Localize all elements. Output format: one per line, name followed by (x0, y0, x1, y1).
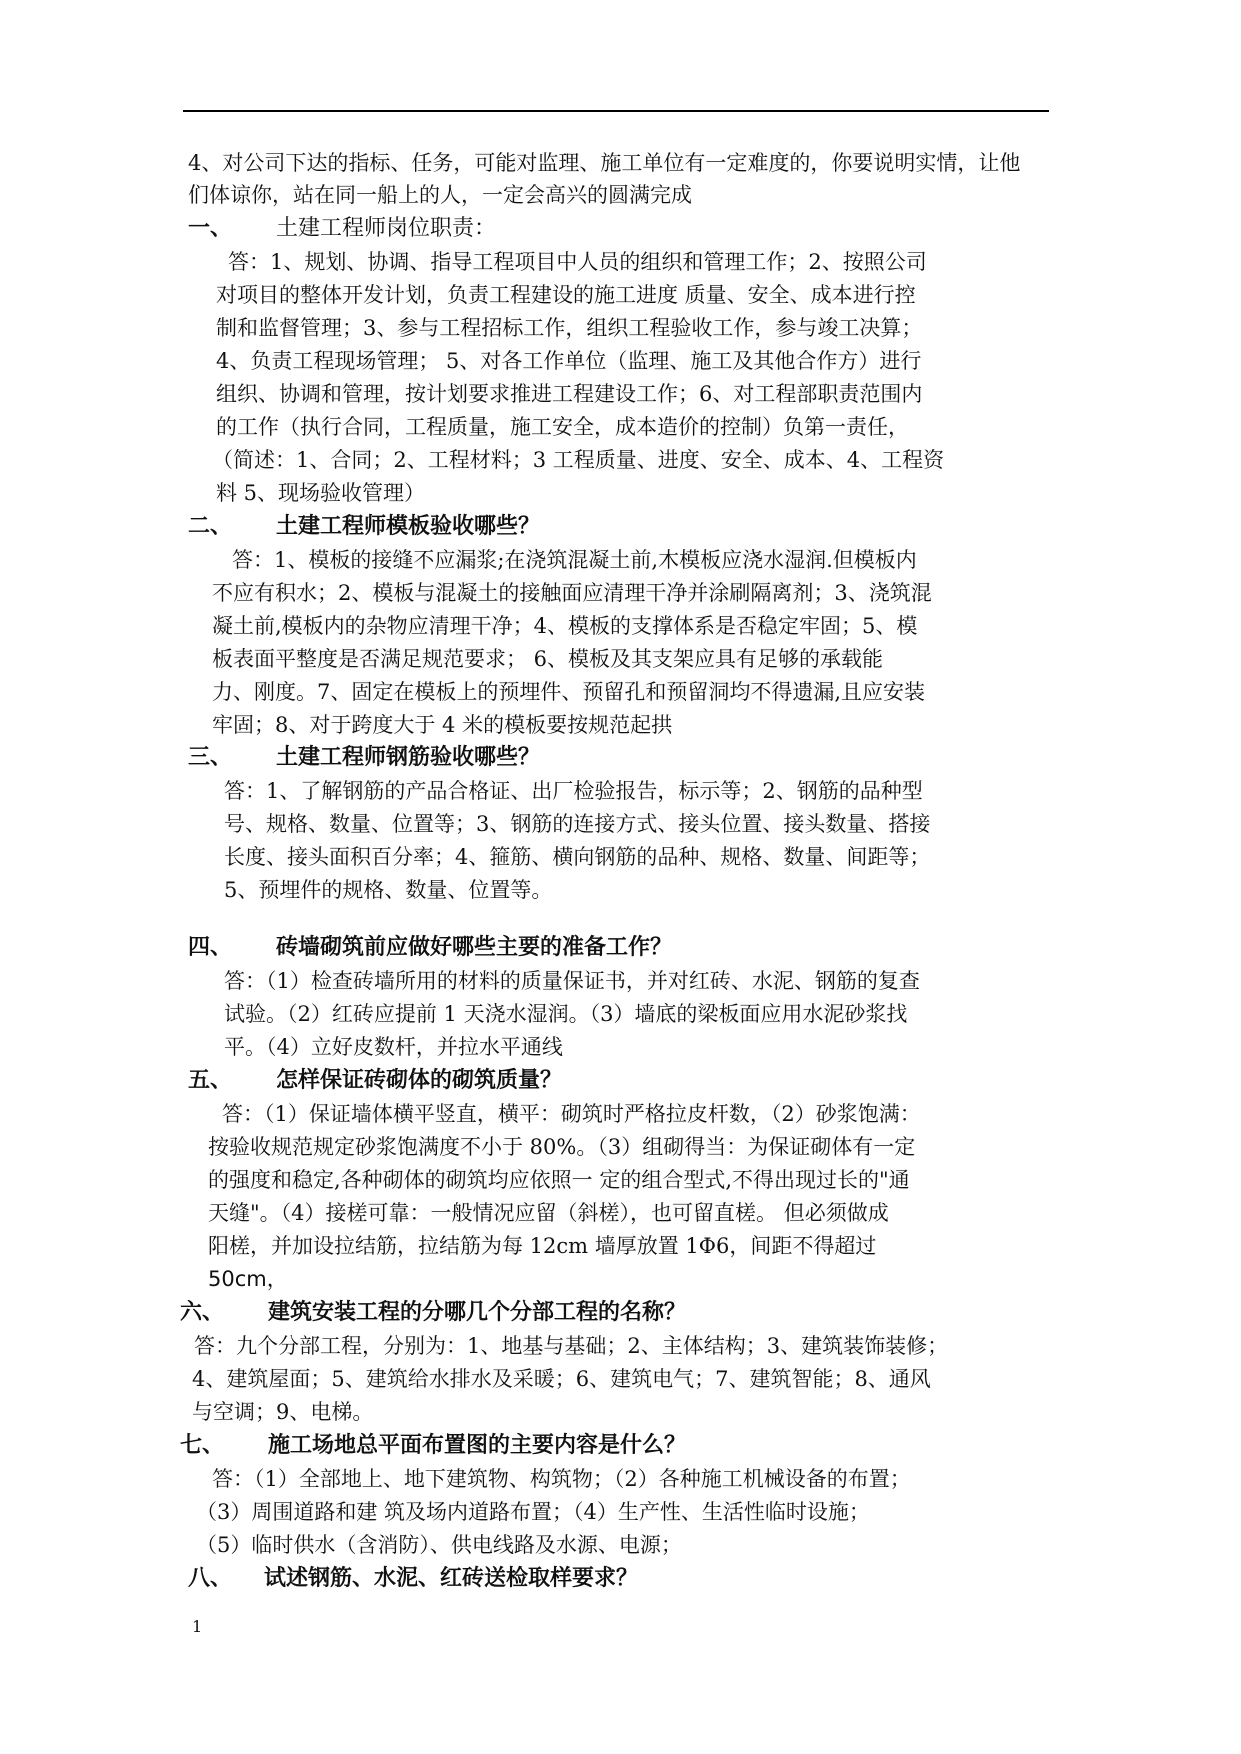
answer-line: 对项目的整体开发计划，负责工程建设的施工进度 质量、安全、成本进行控 (216, 283, 916, 307)
section-number: 一、 (188, 215, 233, 241)
answer-line: 答：（1）全部地上、地下建筑物、构筑物；（2）各种施工机械设备的布置； (212, 1467, 911, 1491)
section-number: 五、 (188, 1067, 233, 1093)
answer-line: 板表面平整度是否满足规范要求； 6、模板及其支架应具有足够的承载能 (212, 647, 884, 671)
section-heading (180, 1430, 686, 1460)
answer-line: 50cm， (208, 1267, 288, 1291)
answer-line: 天缝"。（4）接槎可靠：一般情况应留（斜槎），也可留直槎。 但必须做成 (208, 1201, 889, 1225)
answer-line: 答：九个分部工程，分别为：1、地基与基础；2、主体结构；3、建筑装饰装修； (194, 1334, 949, 1358)
section-title: 施工场地总平面布置图的主要内容是什么？ (268, 1432, 687, 1458)
section-number: 二、 (188, 513, 233, 539)
answer-line: 答：（1）检查砖墙所用的材料的质量保证书，并对红砖、水泥、钢筋的复查 (224, 969, 920, 993)
answer-line: 不应有积水；2、模板与混凝土的接触面应清理干净并涂刷隔离剂；3、浇筑混 (212, 581, 932, 605)
answer-line: 牢固；8、对于跨度大于 4 米的模板要按规范起拱 (212, 713, 673, 737)
answer-line: 平。（4）立好皮数杆，并拉水平通线 (224, 1035, 563, 1059)
answer-line: 料 5、现场验收管理） (216, 481, 426, 505)
answer-line: 答：1、模板的接缝不应漏浆;在浇筑混凝土前,木模板应浇水湿润.但模板内 (232, 548, 917, 572)
answer-line: 制和监督管理；3、参与工程招标工作，组织工程验收工作，参与竣工决算； (216, 316, 923, 340)
answer-line: 5、预埋件的规格、数量、位置等。 (224, 878, 553, 902)
answer-line: 答：1、规划、协调、指导工程项目中人员的组织和管理工作；2、按照公司 (228, 250, 927, 274)
section-number: 六、 (180, 1299, 225, 1325)
intro-line: 4、对公司下达的指标、任务，可能对监理、施工单位有一定难度的，你要说明实情，让他 (188, 151, 1021, 175)
answer-line: 试验。（2）红砖应提前 1 天浇水湿润。（3）墙底的梁板面应用水泥砂浆找 (224, 1002, 908, 1026)
section-heading (188, 511, 540, 541)
section-heading (188, 1065, 562, 1095)
answer-line: 4、建筑屋面；5、建筑给水排水及采暖；6、建筑电气；7、建筑智能；8、通风 (192, 1367, 931, 1391)
answer-line: （简述：1、合同；2、工程材料；3 工程质量、进度、安全、成本、4、工程资 (212, 448, 945, 472)
answer-line: 号、规格、数量、位置等；3、钢筋的连接方式、接头位置、接头数量、搭接 (224, 812, 931, 836)
answer-line: 答：1、了解钢筋的产品合格证、出厂检验报告，标示等；2、钢筋的品种型 (224, 779, 923, 803)
answer-line: 按验收规范规定砂浆饱满度不小于 80%。（3）组砌得当：为保证砌体有一定 (208, 1135, 916, 1159)
section-heading (188, 213, 496, 244)
section-heading (180, 1297, 686, 1327)
answer-line: （5）临时供水（含消防）、供电线路及水源、电源； (196, 1533, 682, 1557)
section-number: 八、 (188, 1565, 233, 1591)
section-heading (188, 742, 540, 772)
answer-line: 答：（1）保证墙体横平竖直，横平：砌筑时严格拉皮杆数，（2）砂浆饱满： (222, 1102, 921, 1126)
section-title: 怎样保证砖砌体的砌筑质量？ (276, 1067, 563, 1093)
answer-line: 4、负责工程现场管理； 5、对各工作单位（监理、施工及其他合作方）进行 (216, 349, 922, 373)
answer-line: 阳槎，并加设拉结筋，拉结筋为每 12cm 墙厚放置 1Φ6，间距不得超过 (208, 1234, 877, 1258)
answer-line: 长度、接头面积百分率；4、箍筋、横向钢筋的品种、规格、数量、间距等； (224, 845, 931, 869)
answer-line: 的强度和稳定,各种砌体的砌筑均应依照一 定的组合型式,不得出现过长的"通 (208, 1168, 910, 1192)
section-number: 三、 (188, 744, 233, 770)
section-title: 土建工程师模板验收哪些？ (276, 513, 541, 539)
answer-line: 与空调；9、电梯。 (192, 1400, 374, 1424)
intro-line: 们体谅你，站在同一船上的人，一定会高兴的圆满完成 (188, 183, 692, 207)
section-title: 土建工程师岗位职责： (276, 216, 497, 241)
header-rule (183, 110, 1049, 112)
answer-line: （3）周围道路和建 筑及场内道路布置；（4）生产性、生活性临时设施； (196, 1500, 870, 1524)
answer-line: 力、刚度。7、固定在模板上的预埋件、预留孔和预留洞均不得遗漏,且应安装 (212, 680, 926, 704)
answer-line: 组织、协调和管理，按计划要求推进工程建设工作；6、对工程部职责范围内 (216, 382, 923, 406)
section-heading (188, 1563, 638, 1593)
section-heading (188, 932, 672, 962)
answer-line: 凝土前,模板内的杂物应清理干净；4、模板的支撑体系是否稳定牢固；5、模 (212, 614, 918, 638)
page-number: 1 (192, 1617, 203, 1636)
section-title: 试述钢筋、水泥、红砖送检取样要求？ (264, 1565, 639, 1591)
section-title: 建筑安装工程的分哪几个分部工程的名称？ (268, 1299, 687, 1325)
section-number: 四、 (188, 934, 233, 960)
answer-line: 的工作（执行合同，工程质量，施工安全，成本造价的控制）负第一责任， (216, 415, 909, 439)
section-number: 七、 (180, 1432, 225, 1458)
section-title: 砖墙砌筑前应做好哪些主要的准备工作？ (276, 934, 673, 960)
section-title: 土建工程师钢筋验收哪些？ (276, 744, 541, 770)
